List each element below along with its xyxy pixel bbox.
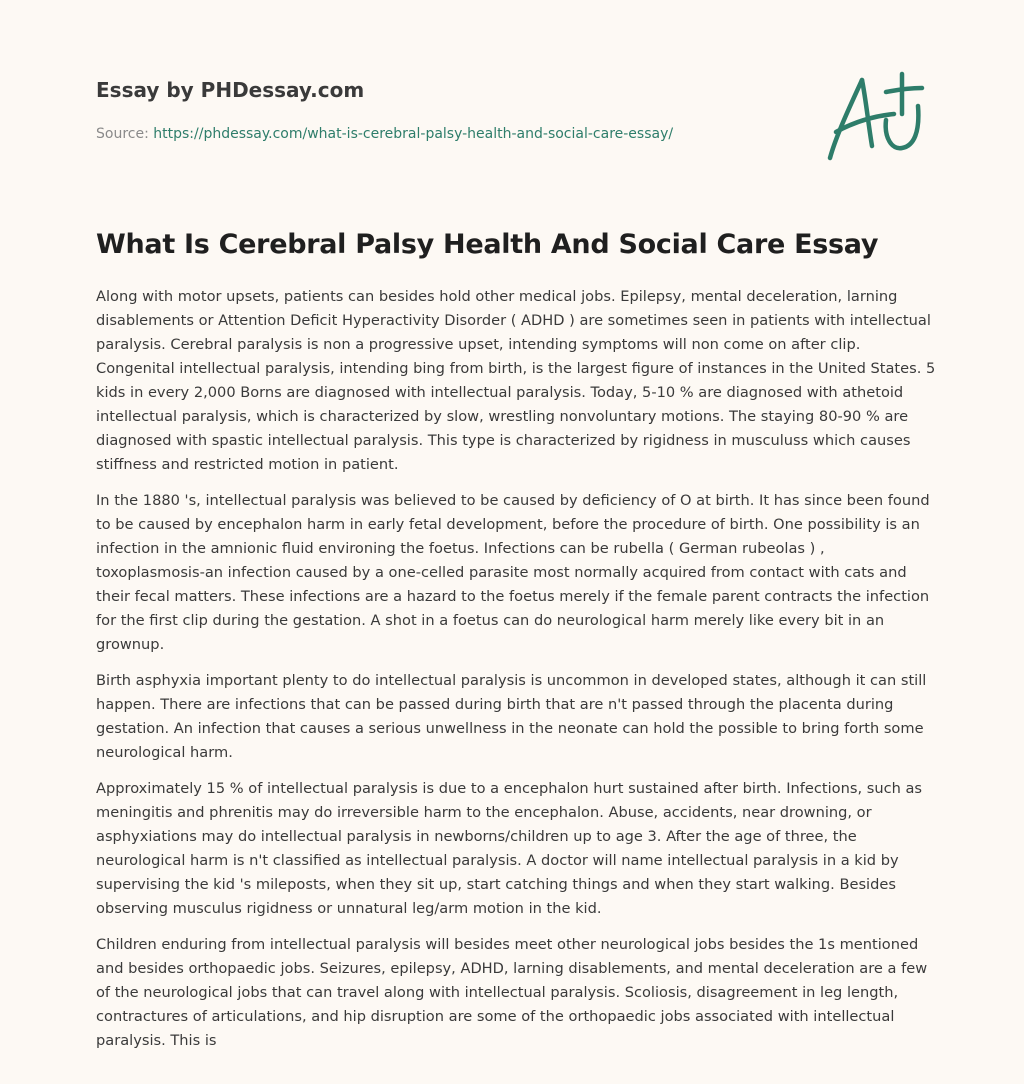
essay-paragraph: Birth asphyxia important plenty to do intellectual paralysis is uncommon in developed states, although it can still happen. There are infections that can be passed during birth that are n't passed through the placenta during gestation. An infection that causes a serious unwellness in the neonate can hold the possible to bring forth some neurological harm. — [96, 672, 927, 761]
essay-paragraph: Children enduring from intellectual paralysis will besides meet other neurological jobs besides the 1s mentioned and besides orthopaedic jobs. Seizures, epilepsy, ADHD, larning disablements, and mental deceleration are a few of the neurological jobs that can travel along with intellectual paralysis. Scoliosis, disagreement in leg length, contractures of articulations, and hip disruption are some of the orthopaedic jobs associated with intellectual paralysis. This is — [96, 936, 928, 1049]
source-label: Source: — [96, 126, 154, 142]
source-link[interactable]: https://phdessay.com/what-is-cerebral-palsy-health-and-social-care-essay/ — [153, 126, 674, 142]
essay-body — [96, 285, 936, 1065]
brand-title: Essay by PHDessay.com — [96, 78, 365, 102]
a-plus-logo-icon — [822, 66, 932, 166]
page-header — [96, 76, 816, 144]
essay-paragraph: In the 1880 's, intellectual paralysis was believed to be caused by deficiency of O at birth. It has since been found to be caused by encephalon harm in early fetal development, before the procedure of birth. One possibility is an infection in the amnionic fluid environing the foetus. Infections can be rubella ( German rubeolas ) , toxoplasmosis-an infection caused by a one-celled parasite most normally acquired from contact with cats and their fecal matters. These infections are a hazard to the foetus merely if the female parent contracts the infection for the first clip during the gestation. A shot in a foetus can do neurological harm merely like every bit in an grownup. — [96, 492, 930, 653]
essay-paragraph: Along with motor upsets, patients can besides hold other medical jobs. Epilepsy, mental deceleration, larning disablements or Attention Deficit Hyperactivity Disorder ( ADHD ) are sometimes seen in patients with intellectual paralysis. Cerebral paralysis is non a progressive upset, intending symptoms will non come on after clip. Congenital intellectual paralysis, intending bing from birth, is the largest figure of instances in the United States. 5 kids in every 2,000 Borns are diagnosed with intellectual paralysis. Today, 5-10 % are diagnosed with athetoid intellectual paralysis, which is characterized by slow, wrestling nonvoluntary motions. The staying 80-90 % are diagnosed with spastic intellectual paralysis. This type is characterized by rigidness in musculuss which causes stiffness and restricted motion in patient. — [96, 288, 936, 473]
essay-paragraph: Approximately 15 % of intellectual paralysis is due to a encephalon hurt sustained after birth. Infections, such as meningitis and phrenitis may do irreversible harm to the encephalon. Abuse, accidents, near drowning, or asphyxiations may do intellectual paralysis in newborns/children up to age 3. After the age of three, the neurological harm is n't classified as intellectual paralysis. A doctor will name intellectual paralysis in a kid by supervising the kid 's mileposts, when they sit up, start catching things and when they start walking. Besides observing musculus rigidness or unnatural leg/arm motion in the kid. — [96, 780, 923, 917]
essay-title: What Is Cerebral Palsy Health And Social Care Essay — [96, 229, 879, 260]
source-line — [96, 124, 816, 144]
